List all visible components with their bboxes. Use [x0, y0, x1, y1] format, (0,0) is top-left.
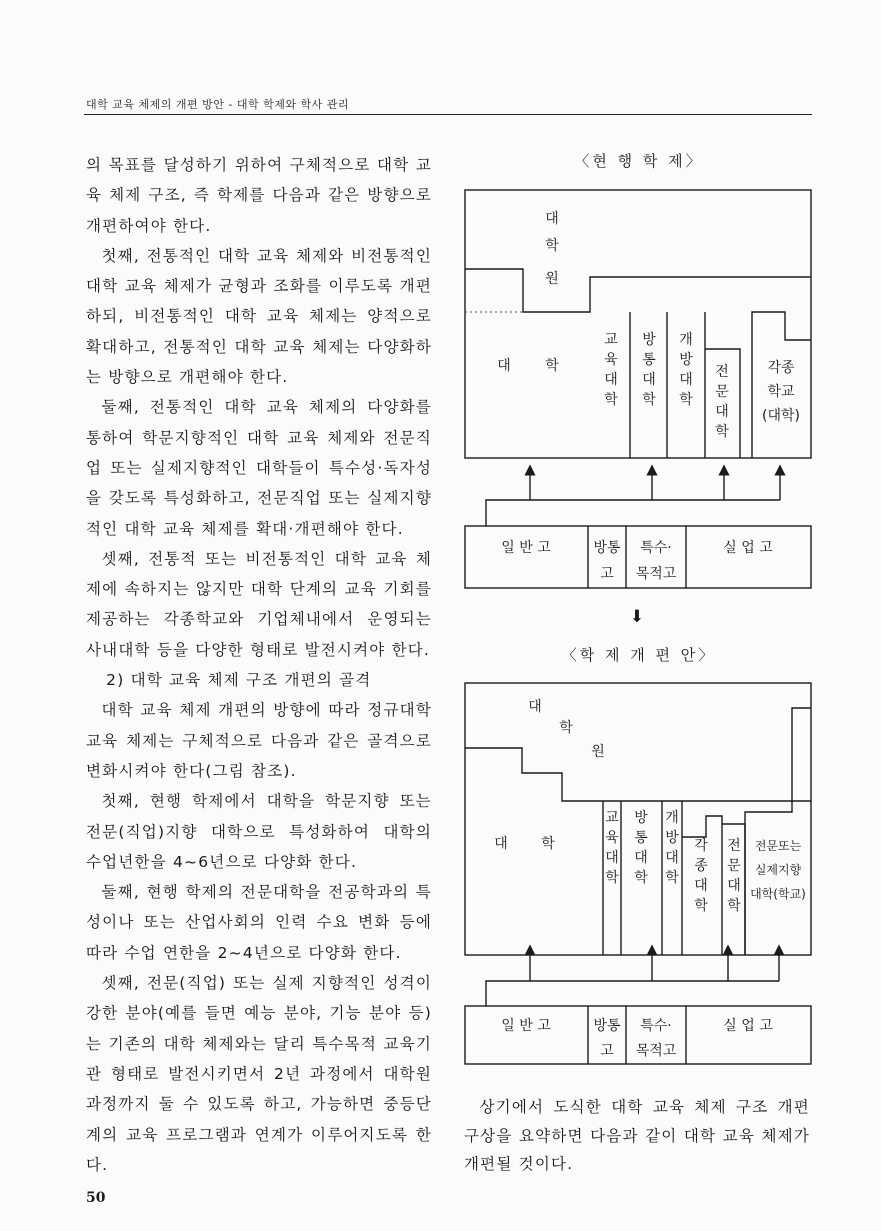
svg-text:방: 방: [642, 332, 656, 348]
paragraph-framework-third: 셋째, 전문(직업) 또는 실제 지향적인 성격이 강한 분야(예를 들면 예능 분야, 기능 분야 등)는 기존의 대학 체제와는 달리 특수목적 교육기관 형태로 발전시키면서 2년 과정에서 대학원 과정까지 둘 수 있도록 하고, 가능하면 중등단계의 교육 프로그램과 연계가 이루어지도록 한다.: [86, 974, 432, 1174]
svg-text:(대학): (대학): [762, 408, 800, 424]
education-college-label: [605, 810, 619, 886]
svg-text:통: 통: [634, 830, 648, 846]
svg-text:대: 대: [727, 878, 741, 894]
feed-arrows: [486, 470, 780, 526]
svg-text:학: 학: [634, 870, 648, 886]
svg-text:원: 원: [545, 271, 559, 287]
svg-text:전: 전: [727, 838, 741, 854]
misc-school-label: [762, 359, 800, 424]
paragraph-framework-second: 둘째, 현행 학제의 전문대학을 전공학과의 특성이나 또는 산업사회의 인력 수요 변화 등에 따라 수업 연한을 2~4년으로 다양화 한다.: [86, 883, 432, 962]
svg-text:특수·: 특수·: [640, 540, 672, 556]
svg-text:대: 대: [494, 836, 508, 852]
open-university-label: [679, 331, 693, 408]
svg-text:전문또는: 전문또는: [754, 839, 802, 853]
svg-text:대: 대: [642, 372, 656, 388]
paragraph-third: 셋째, 전통적 또는 비전통적인 대학 교육 체제에 속하지는 않지만 대학 단계의 교육 기회를 제공하는 각종학교와 기업체내에서 운영되는 사내대학 등을 다양한 형태로 발전시켜야 한다.: [86, 549, 432, 659]
svg-text:대: 대: [604, 372, 618, 388]
svg-text:문: 문: [727, 858, 741, 874]
svg-text:대: 대: [665, 850, 679, 866]
svg-text:학: 학: [679, 392, 693, 408]
svg-text:원: 원: [591, 744, 605, 760]
svg-text:학: 학: [642, 392, 656, 408]
junior-college-label: [715, 363, 729, 440]
figure-summary: 상기에서 도식한 대학 교육 체제 구조 개편 구상을 요약하면 다음과 같이 대학 교육 체제가 개편될 것이다.: [464, 1098, 810, 1173]
university-label: [497, 357, 559, 374]
figure-current-title: 〈현 행 학 제〉: [574, 152, 704, 170]
svg-text:전: 전: [715, 364, 729, 380]
figure-proposed: [465, 683, 811, 1064]
special-school-outline: [745, 801, 792, 955]
svg-text:학: 학: [727, 898, 741, 914]
broadcast-university-label: [642, 331, 656, 408]
svg-text:학: 학: [715, 424, 729, 440]
svg-text:학교: 학교: [767, 384, 795, 400]
paragraph-framework-first: 첫째, 현행 학제에서 대학을 학문지향 또는 전문(직업)지향 대학으로 특성화하여 대학의 수업년한을 4~6년으로 다양화 한다.: [86, 792, 432, 871]
feed-arrows: [486, 950, 779, 1006]
svg-text:방: 방: [679, 352, 693, 368]
grad-school-label: [528, 698, 605, 760]
university-label: [494, 835, 555, 852]
figure-current: [465, 190, 811, 588]
general-high-label: 일 반 고: [501, 1018, 551, 1034]
svg-text:대: 대: [528, 699, 542, 715]
education-college-label: [604, 332, 618, 408]
special-high-label: [636, 540, 677, 582]
svg-text:육: 육: [604, 352, 618, 368]
svg-text:학: 학: [541, 836, 555, 852]
svg-text:육: 육: [605, 830, 619, 846]
svg-text:목적고: 목적고: [635, 1043, 677, 1059]
misc-university-label: [694, 837, 708, 914]
svg-text:대: 대: [679, 372, 693, 388]
svg-text:고: 고: [600, 566, 614, 582]
svg-text:학: 학: [545, 238, 559, 254]
svg-text:학: 학: [694, 898, 708, 914]
svg-text:방통: 방통: [593, 540, 621, 556]
svg-text:특수·: 특수·: [640, 1018, 672, 1034]
svg-text:방: 방: [665, 830, 679, 846]
grad-school-boundary: [465, 269, 811, 312]
grad-school-label: [545, 210, 559, 287]
paragraph-intro: 의 목표를 달성하기 위하여 구체적으로 대학 교육 체제 구조, 즉 학제를 다음과 같은 방향으로 개편하여야 한다.: [86, 156, 432, 235]
svg-text:학: 학: [605, 870, 619, 886]
svg-text:방통: 방통: [593, 1018, 621, 1034]
broadcast-university-label: [634, 809, 648, 886]
special-school-label: [750, 838, 806, 901]
svg-text:대: 대: [694, 878, 708, 894]
svg-text:학: 학: [559, 720, 573, 736]
junior-college-label: [727, 837, 741, 914]
section-heading: 2) 대학 교육 체제 구조 개편의 골격: [106, 671, 372, 690]
svg-text:대: 대: [545, 211, 559, 227]
broadcast-high-label: [593, 1017, 621, 1059]
svg-text:실제지향: 실제지향: [754, 863, 802, 877]
svg-text:교: 교: [605, 810, 619, 826]
svg-text:문: 문: [715, 384, 729, 400]
svg-text:고: 고: [600, 1043, 614, 1059]
general-high-label: 일 반 고: [501, 540, 551, 556]
page-number: 50: [86, 1190, 106, 1206]
svg-text:대: 대: [634, 850, 648, 866]
figure-proposed-title: 〈학 제 개 편 안〉: [561, 646, 717, 664]
svg-text:학: 학: [604, 392, 618, 408]
svg-text:대: 대: [497, 358, 511, 374]
svg-text:종: 종: [694, 858, 708, 874]
vocational-high-label: 실 업 고: [723, 1018, 773, 1034]
svg-text:개: 개: [665, 810, 679, 826]
figure-current-frame: [465, 190, 811, 458]
broadcast-high-label: [593, 539, 621, 582]
vocational-high-label: 실 업 고: [723, 540, 773, 556]
special-high-label: [636, 1018, 677, 1059]
svg-text:목적고: 목적고: [635, 566, 677, 582]
svg-text:각: 각: [694, 838, 708, 854]
svg-text:통: 통: [642, 352, 656, 368]
grad-school-boundary: [465, 748, 811, 801]
svg-text:학: 학: [545, 358, 559, 374]
paragraph-framework: 대학 교육 체제 개편의 방향에 따라 정규대학 교육 체제는 구체적으로 다음과 같은 골격으로 변화시켜야 한다(그림 참조).: [86, 701, 432, 780]
transition-arrow-icon: ⬇: [629, 607, 645, 627]
svg-text:개: 개: [679, 332, 693, 348]
svg-text:대: 대: [605, 850, 619, 866]
svg-text:방: 방: [634, 810, 648, 826]
running-header: 대학 교육 체제의 개편 방안 - 대학 학제와 학사 관리: [86, 98, 349, 111]
svg-text:학: 학: [665, 870, 679, 886]
svg-text:교: 교: [604, 332, 618, 348]
svg-text:각종: 각종: [767, 360, 795, 376]
open-university-label: [665, 809, 679, 886]
paragraph-first: 첫째, 전통적인 대학 교육 체제와 비전통적인 대학 교육 체제가 균형과 조화를 이루도록 개편하되, 비전통적인 대학 교육 체제는 양적으로 확대하고, 전통적인 대학 교육 체제는 다양화하는 방향으로 개편해야 한다.: [86, 246, 432, 387]
svg-text:대학(학교): 대학(학교): [750, 887, 806, 901]
svg-text:대: 대: [715, 404, 729, 420]
grad-school-right-step: [792, 708, 811, 801]
paragraph-second: 둘째, 전통적인 대학 교육 체제의 다양화를 통하여 학문지향적인 대학 교육 체제와 전문직업 또는 실제지향적인 대학들이 특수성·독자성을 갖도록 특성화하고, 전문직업 또는 실제지향적인 대학 교육 체제를 확대·개편해야 한다.: [86, 398, 432, 538]
